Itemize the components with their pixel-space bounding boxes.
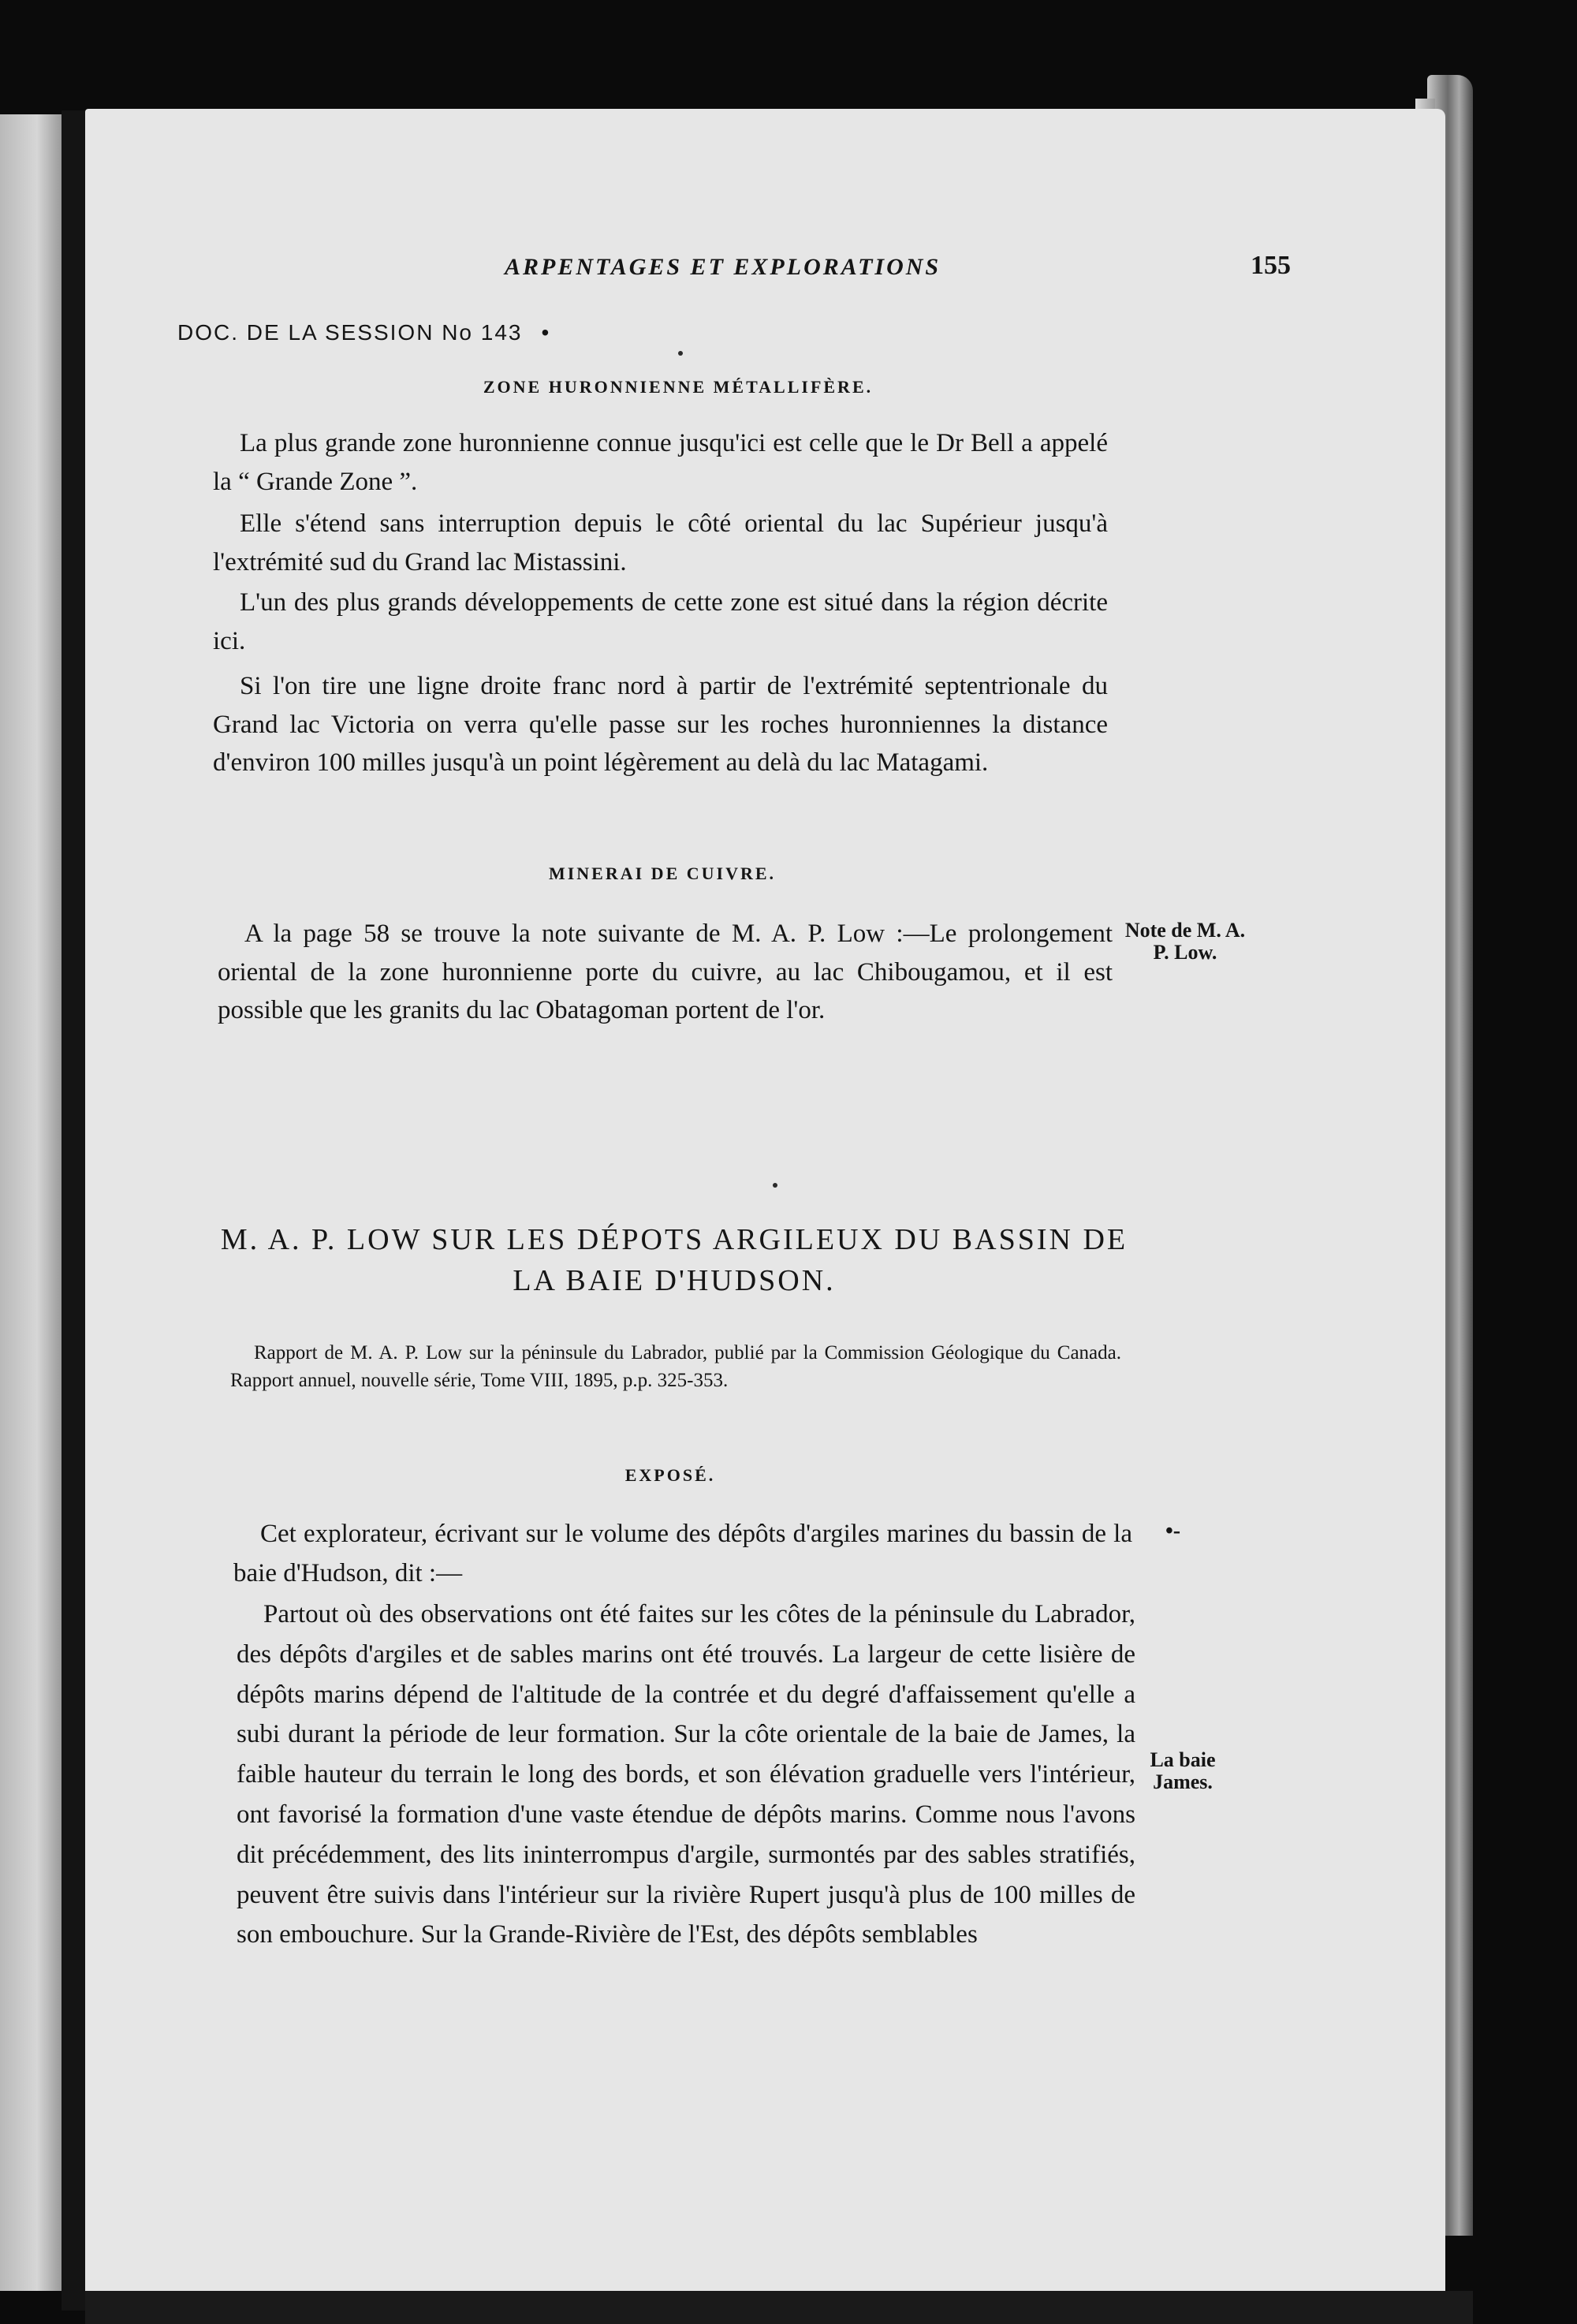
section-title-depots: M. A. P. LOW SUR LES DÉPOTS ARGILEUX DU BASSIN DE LA BAIE D'HUDSON.	[220, 1223, 1128, 1297]
adjacent-page-edge	[0, 114, 62, 2291]
session-text: DOC. DE LA SESSION No 143	[177, 320, 523, 345]
session-bullet: •	[541, 320, 551, 345]
page-number: 155	[1251, 251, 1291, 280]
ink-speck	[678, 351, 683, 356]
section-heading-minerai: MINERAI DE CUIVRE.	[548, 864, 777, 883]
paragraph-intro: Cet explorateur, écrivant sur le volume des dépôts d'argiles marines du bassin de la baie d'Hudson, dit :—	[233, 1520, 1132, 1587]
page-gutter	[62, 110, 85, 2311]
citation: Rapport de M. A. P. Low sur la péninsule du Labrador, publié par la Commission Géologique du Canada. Rapport annuel, nouvelle série, Tome VIII, 1895, p.p. 325-353.	[230, 1342, 1121, 1391]
ink-speck	[773, 1183, 777, 1188]
margin-mark: •-	[1165, 1519, 1181, 1543]
paragraph-3: L'un des plus grands développements de cette zone est situé dans la région décrite ici.	[213, 588, 1108, 655]
paragraph-1: La plus grande zone huronnienne connue jusqu'ici est celle que le Dr Bell a appelé la “ Grande Zone ”.	[213, 429, 1108, 496]
margin-note-james: La baie James.	[1150, 1748, 1216, 1793]
bottom-shadow	[85, 2291, 1473, 2324]
paragraph-4: Si l'on tire une ligne droite franc nord à partir de l'extrémité septentrionale du Grand lac Victoria on verra qu'elle passe sur les roches huronniennes la distance d'environ 100 milles jusqu'à un point légèrement au delà du lac Matagami.	[213, 672, 1108, 777]
paragraph-body: Partout où des observations ont été faites sur les côtes de la péninsule du Labrador, des dépôts d'argiles et de sables marins ont été trouvés. La largeur de cette lisière de dépôts marins dépend de l'altitude de la contrée et du degré d'affaissement qu'elle a subi durant la période de leur formation. Sur la côte orientale de la baie de James, la faible hauteur du terrain le long des bords, et son élévation graduelle vers l'intérieur, ont favorisé la formation d'une vaste étendue de dépôts marins. Comme nous l'avons dit précédemment, des lits ininterrompus d'argile, surmontés par des sables stratifiés, peuvent être suivis dans l'intérieur sur la rivière Rupert jusqu'à plus de 100 milles de son embouchure. Sur la Grande-Rivière de l'Est, des dépôts semblables	[237, 1600, 1135, 1949]
margin-note-low: Note de M. A. P. Low.	[1124, 919, 1246, 964]
session-label	[177, 320, 550, 345]
section-heading-expose: EXPOSÉ.	[624, 1465, 716, 1485]
paragraph-low-note: A la page 58 se trouve la note suivante de M. A. P. Low :—Le prolongement oriental de la zone huronnienne porte du cuivre, au lac Chibougamou, et il est possible que les granits du lac Obatagoman portent de l'or.	[218, 920, 1113, 1024]
section-heading-zone: ZONE HURONNIENNE MÉTALLIFÈRE.	[483, 377, 874, 397]
paragraph-2: Elle s'étend sans interruption depuis le côté oriental du lac Supérieur jusqu'à l'extrémité sud du Grand lac Mistassini.	[213, 509, 1108, 576]
running-title: ARPENTAGES ET EXPLORATIONS	[505, 254, 941, 280]
